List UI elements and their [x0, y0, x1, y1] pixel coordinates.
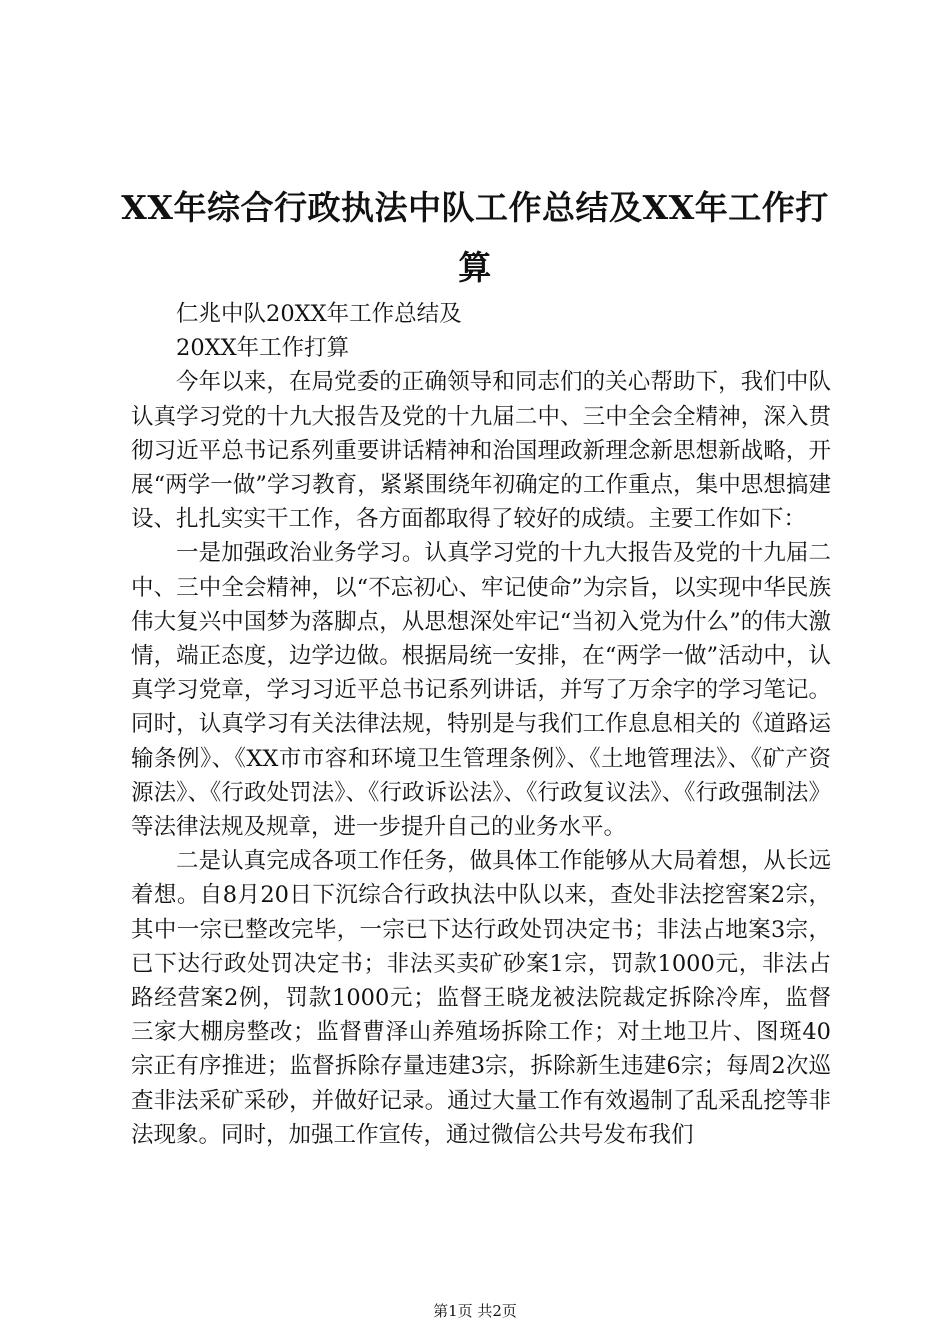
- paragraph-subtitle-line-2: 20XX年工作打算: [176, 335, 350, 362]
- paragraph-item-two: 二是认真完成各项工作任务，做具体工作能够从大局着想，从长远着想。自8月20日下沉综合行政执法中队以来，查处非法挖窖案2宗，其中一宗已整改完毕，一宗已下达行政处罚决定书；非法占地案3宗，已下达行政处罚决定书；非法买卖矿砂案1宗，罚款1000元，非法占路经营案2例，罚款1000元；监督王晓龙被法院裁定拆除冷库，监督三家大棚房整改；监督曹泽山养殖场拆除工作；对土地卫片、图斑40宗正有序推进；监督拆除存量违建3宗，拆除新生违建6宗；每周2次巡查非法采矿采砂，并做好记录。通过大量工作有效遏制了乱采乱挖等非法现象。同时，加强工作宣传，通过微信公共号发布我们: [131, 848, 831, 1148]
- paragraph-subtitle-line-1: 仁兆中队20XX年工作总结及: [176, 301, 462, 327]
- document-body: [131, 297, 831, 1152]
- page-footer: 第1页 共2页: [433, 1302, 517, 1320]
- paragraph-introduction: 今年以来，在局党委的正确领导和同志们的关心帮助下，我们中队认真学习党的十九大报告及党的十九届二中、三中全会全精神，深入贯彻习近平总书记系列重要讲话精神和治国理政新理念新思想新战略，开展“两学一做”学习教育，紧紧围绕年初确定的工作重点，集中思想搞建设、扎扎实实干工作，各方面都取得了较好的成绩。主要工作如下：: [131, 369, 831, 533]
- paragraph-item-one: 一是加强政治业务学习。认真学习党的十九大报告及党的十九届二中、三中全会精神，以“不忘初心、牢记使命”为宗旨，以实现中华民族伟大复兴中国梦为落脚点，从思想深处牢记“当初入党为什么”的伟大激情，端正态度，边学边做。根据局统一安排，在“两学一做”活动中，认真学习党章，学习习近平总书记系列讲话，并写了万余字的学习笔记。同时，认真学习有关法律法规，特别是与我们工作息息相关的《道路运输条例》、《XX市市容和环境卫生管理条例》、《土地管理法》、《矿产资源法》、《行政处罚法》、《行政诉讼法》、《行政复议法》、《行政强制法》等法律法规及规章，进一步提升自己的业务水平。: [131, 540, 831, 841]
- document-title: XX年综合行政执法中队工作总结及XX年工作打算: [121, 188, 829, 287]
